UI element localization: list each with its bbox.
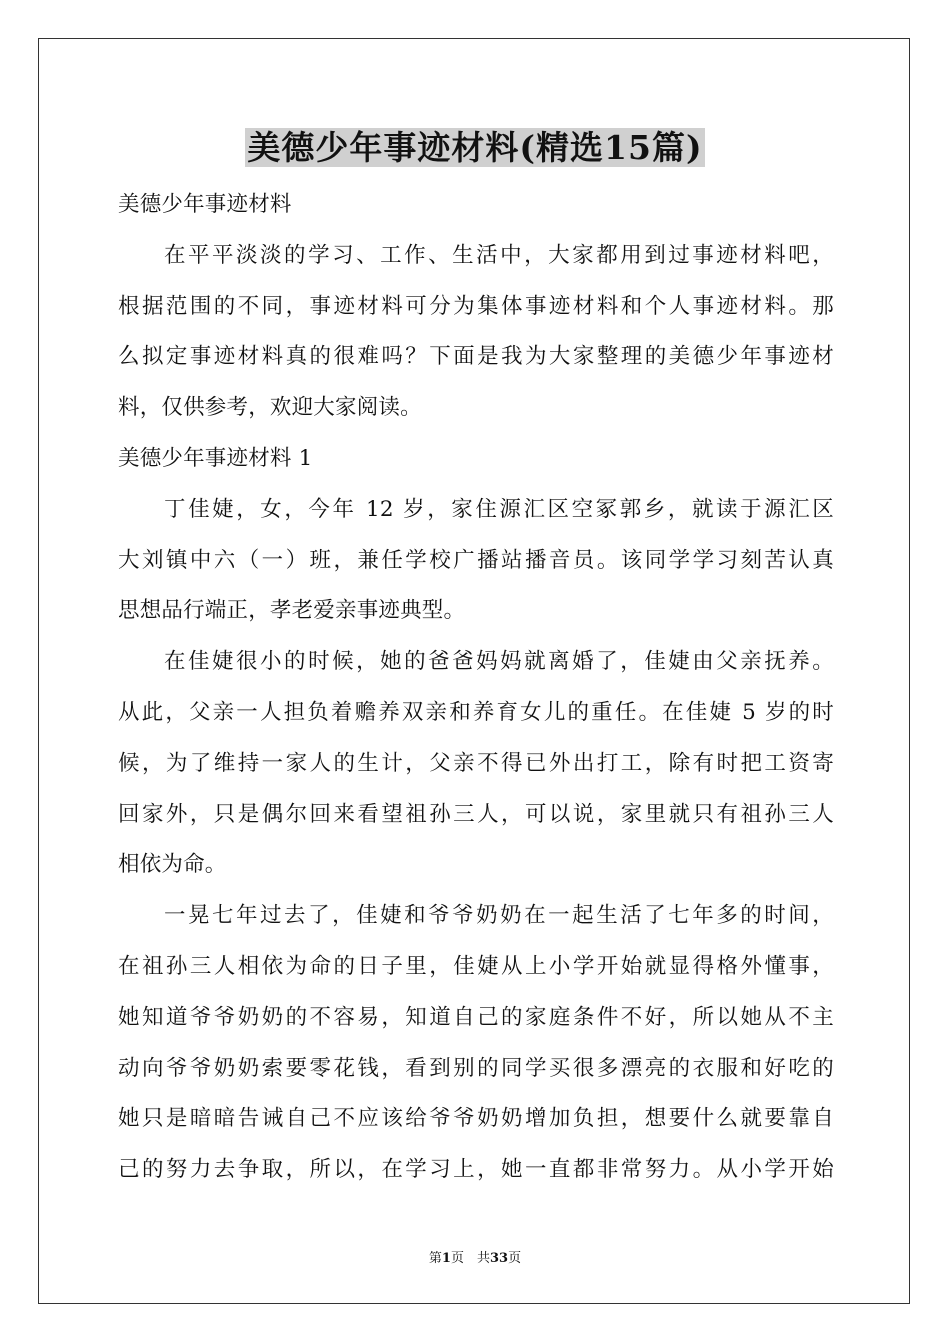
text-line: 一晃七年过去了，佳婕和爷爷奶奶在一起生活了七年多的时间， xyxy=(164,903,834,929)
footer-prefix: 第 xyxy=(428,1251,442,1266)
text-line: 料，仅供参考，欢迎大家阅读。 xyxy=(118,395,422,421)
text-line: 动向爷爷奶奶索要零花钱，看到别的同学买很多漂亮的衣服和好吃的 xyxy=(118,1055,834,1081)
text-line: 美德少年事迹材料 xyxy=(118,192,292,217)
text-line: 从此，父亲一人担负着赡养双亲和养育女儿的重任。在佳婕 5 岁的时 xyxy=(118,699,834,725)
text-line: 么拟定事迹材料真的很难吗？下面是我为大家整理的美德少年事迹材 xyxy=(118,344,834,370)
text-line: 己的努力去争取，所以，在学习上，她一直都非常努力。从小学开始 xyxy=(118,1157,834,1183)
text-line: 美德少年事迹材料 1 xyxy=(118,445,313,471)
text-line: 思想品行端正，孝老爱亲事迹典型。 xyxy=(118,598,466,624)
text-line: 回家外，只是偶尔回来看望祖孙三人，可以说，家里就只有祖孙三人 xyxy=(118,801,834,827)
total-page-count: 33 xyxy=(489,1251,509,1266)
page-footer xyxy=(0,1247,950,1266)
document-title: 美德少年事迹材料(精选15篇) xyxy=(247,128,703,167)
text-line: 在佳婕很小的时候，她的爸爸妈妈就离婚了，佳婕由父亲抚养。 xyxy=(164,649,834,675)
text-line: 相依为命。 xyxy=(118,852,227,878)
text-line: 在祖孙三人相依为命的日子里，佳婕从上小学开始就显得格外懂事， xyxy=(118,953,834,979)
text-line: 大刘镇中六（一）班，兼任学校广播站播音员。该同学学习刻苦认真 xyxy=(118,547,834,573)
text-line: 根据范围的不同，事迹材料可分为集体事迹材料和个人事迹材料。那 xyxy=(118,293,834,319)
document-title-wrapper xyxy=(0,127,950,169)
text-line: 她只是暗暗告诫自己不应该给爷爷奶奶增加负担，想要什么就要靠自 xyxy=(118,1106,834,1132)
text-line: 丁佳婕，女，今年 12 岁，家住源汇区空冢郭乡，就读于源汇区 xyxy=(164,496,834,522)
footer-suffix: 页 xyxy=(508,1251,522,1266)
text-line: 候，为了维持一家人的生计，父亲不得已外出打工，除有时把工资寄 xyxy=(118,750,834,776)
footer-middle: 页 共 xyxy=(450,1251,490,1266)
current-page-number: 1 xyxy=(441,1251,451,1266)
text-line: 在平平淡淡的学习、工作、生活中，大家都用到过事迹材料吧， xyxy=(164,242,834,268)
text-line: 她知道爷爷奶奶的不容易，知道自己的家庭条件不好，所以她从不主 xyxy=(118,1004,834,1030)
document-body xyxy=(118,180,834,1196)
